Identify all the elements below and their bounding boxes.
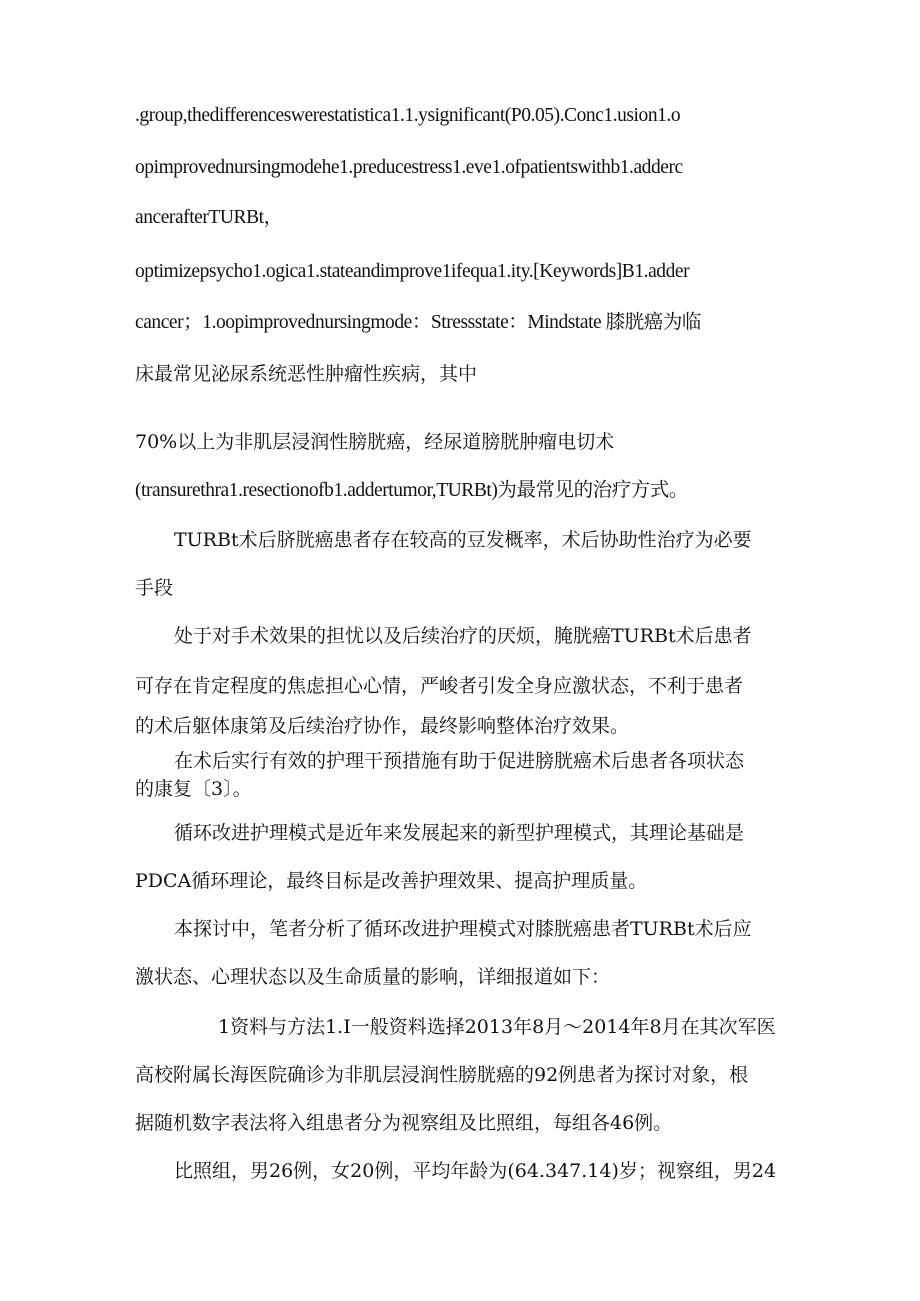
text-line-22: 据随机数字表法将入组患者分为视察组及比照组，每组各46例。	[135, 1112, 673, 1134]
text-line-11: 处于对手术效果的担忧以及后续治疗的厌烦，腌胱癌TURBt术后患者	[174, 625, 752, 647]
text-line-20: 1资料与方法1.I一般资料选择2013年8月～2014年8月在其次军医	[218, 1016, 776, 1038]
text-line-18: 本探讨中，笔者分析了循环改进护理模式对膝胱癌患者TURBt术后应	[174, 918, 752, 940]
text-line-15: 的康复〔3〕。	[135, 778, 252, 800]
text-line-16: 循环改进护理模式是近年来发展起来的新型护理模式，其理论基础是	[174, 822, 745, 844]
text-line-19: 激状态、心理状态以及生命质量的影响，详细报道如下：	[135, 966, 611, 988]
text-line-13: 的术后躯体康第及后续治疗协作，最终影响整体治疗效果。	[135, 715, 630, 737]
text-line-9: TURBt术后脐胱癌患者存在较高的豆发概率，术后协助性治疗为必要	[174, 529, 752, 551]
text-line-12: 可存在肯定程度的焦虑担心心情，严峻者引发全身应激状态，不利于患者	[135, 675, 744, 697]
text-line-21: 高校附属长海医院确诊为非肌层浸润性膀胱癌的92例患者为探讨对象，根	[135, 1064, 749, 1086]
text-line-7: 70%以上为非肌层浸润性膀胱癌，经尿道膀胱肿瘤电切术	[135, 431, 615, 453]
text-line-4: optimizepsycho1.ogica1.stateandimprove1ifequa1.ity.[Keywords]B1.adder	[135, 261, 690, 282]
text-line-17: PDCA循环理论，最终目标是改善护理效果、提高护理质量。	[135, 870, 648, 892]
text-line-5: cancer；1.oopimprovednursingmode：Stressstate：Mindstate 膝胱癌为临	[135, 312, 701, 333]
text-line-8: (transurethra1.resectionofb1.addertumor,TURBt)为最常见的治疗方式。	[135, 480, 688, 501]
text-line-3: ancerafterTURBt，	[135, 207, 283, 228]
text-line-14: 在术后实行有效的护理干预措施有助于促进膀胱癌术后患者各项状态	[174, 750, 745, 772]
text-line-6: 床最常见泌尿系统恶性肿瘤性疾病，其中	[135, 363, 478, 385]
text-line-10: 手段	[135, 577, 174, 599]
text-line-1: .group,thedifferenceswerestatistica1.1.ysignificant(P0.05).Conc1.usion1.o	[135, 105, 681, 126]
text-line-2: opimprovednursingmodehe1.preducestress1.eve1.ofpatientswithb1.adderc	[135, 157, 683, 178]
text-line-23: 比照组，男26例，女20例，平均年龄为(64.347.14)岁；视察组，男24	[174, 1160, 777, 1182]
